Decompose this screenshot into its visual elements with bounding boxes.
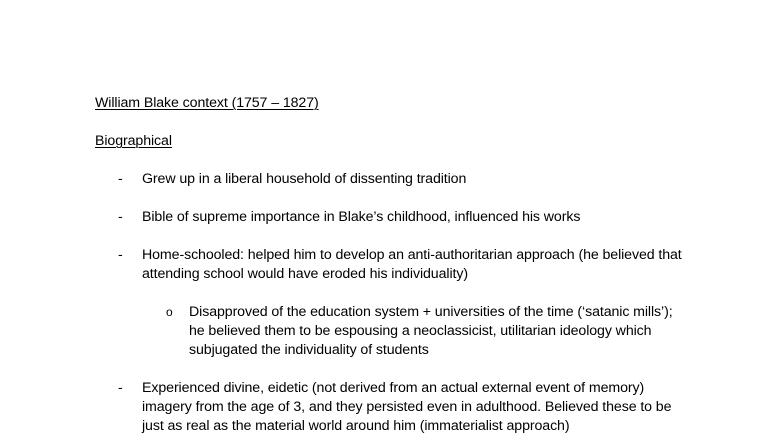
dash-bullet-marker: - bbox=[118, 171, 123, 187]
sub-list-item bbox=[95, 303, 695, 360]
list-item-text: Home-schooled: helped him to develop an anti-authoritarian approach (he believed that attending school would have eroded his individuality) bbox=[142, 247, 682, 282]
list-item bbox=[95, 246, 695, 284]
document-body bbox=[95, 94, 695, 436]
list-item-text: Grew up in a liberal household of dissenting tradition bbox=[142, 171, 467, 187]
list-item-text: Experienced divine, eidetic (not derived from an actual external event of memory) imagery from the age of 3, and they persisted even in adulthood. Believed these to be just as real as the material world around him (immaterialist approach) bbox=[142, 380, 672, 434]
document-title: William Blake context (1757 – 1827) bbox=[95, 95, 319, 111]
bullet-list bbox=[95, 170, 695, 436]
sub-list-item-text: Disapproved of the education system + universities of the time (‘satanic mills’); he believed them to be espousing a neoclassicist, utilitarian ideology which subjugated the individuality of students bbox=[189, 304, 673, 358]
dash-bullet-marker: - bbox=[118, 380, 123, 396]
dash-bullet-marker: - bbox=[118, 209, 123, 225]
list-item-text: Bible of supreme importance in Blake’s childhood, influenced his works bbox=[142, 209, 581, 225]
circle-bullet-marker: o bbox=[166, 305, 173, 319]
list-item bbox=[95, 379, 695, 436]
section-heading-biographical: Biographical bbox=[95, 133, 172, 149]
list-item bbox=[95, 208, 695, 227]
list-item bbox=[95, 170, 695, 189]
dash-bullet-marker: - bbox=[118, 247, 123, 263]
